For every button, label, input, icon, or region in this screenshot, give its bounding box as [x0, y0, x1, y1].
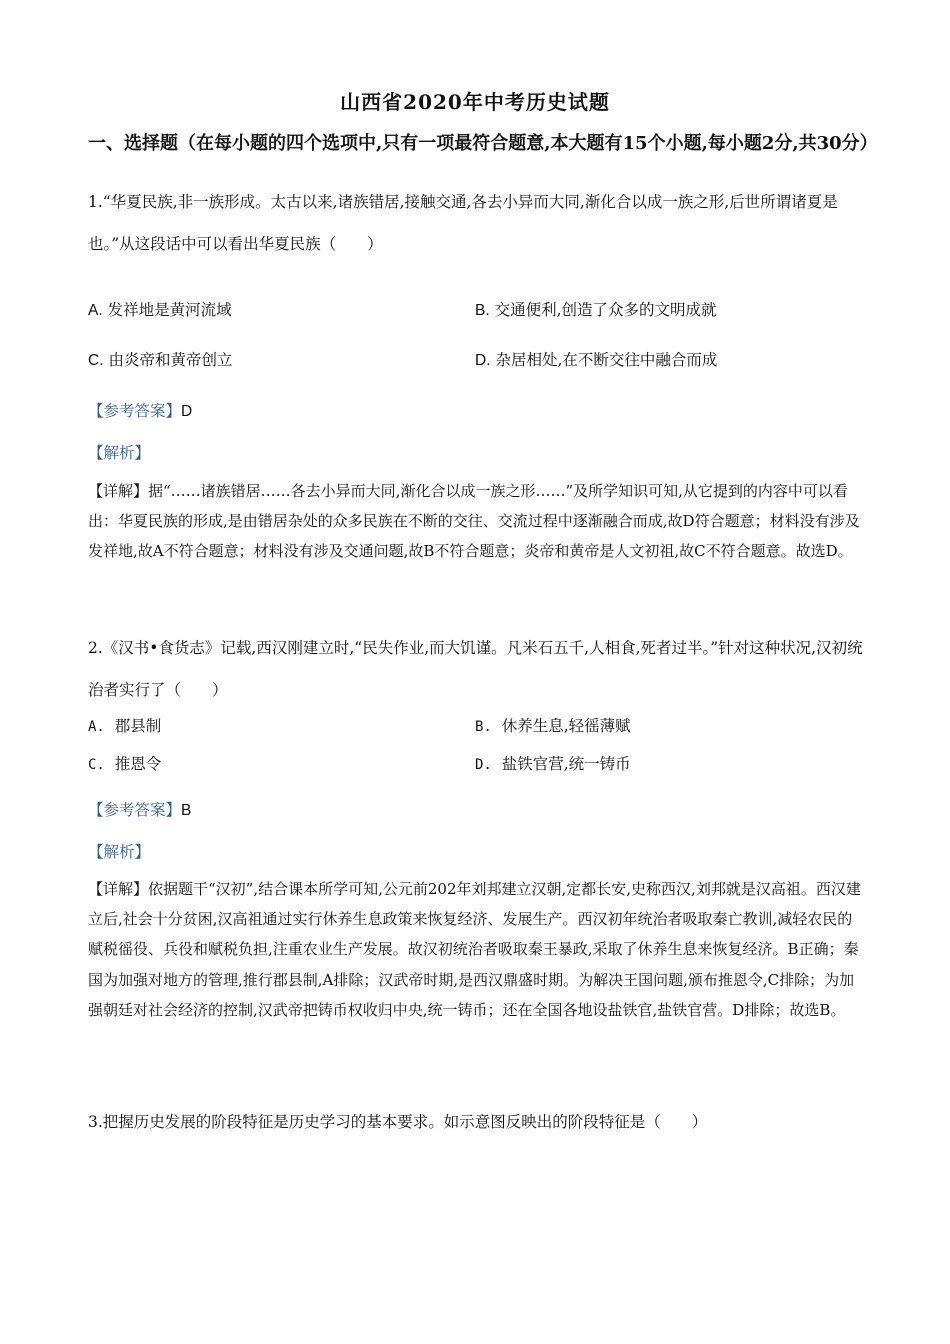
question-2-detail: 【详解】依据题干“汉初”,结合课本所学可知,公元前202年刘邦建立汉朝,定都长安,史称西汉,刘邦就是汉高祖。西汉建立后,社会十分贫困,汉高祖通过实行休养生息政策来恢复经济、发展生产。西汉初年统治者吸取秦亡教训,减轻农民的赋税徭役、兵役和赋税负担,注重农业生产发展。故汉初统治者吸取秦王暴政,采取了休养生息来恢复经济。B正确；秦国为加强对地方的管理,推行郡县制,A排除；汉武帝时期,是西汉鼎盛时期。为解决王国问题,颁布推恩令,C排除；为加强朝廷对社会经济的控制,汉武帝把铸币权收归中央,统一铸币；还在全国各地设盐铁官,盐铁官营。D排除；故选B。 — [88, 880, 861, 1019]
answer-label: 【参考答案】 — [88, 801, 182, 819]
question-1-detail: 【详解】据“……诸族错居……各去小异而大同,渐化合以成一族之形……”及所学知识可知,从它提到的内容中可以看出：华夏民族的形成,是由错居杂处的众多民族在不断的交往、交流过程中逐渐融合而成,故D符合题意；材料没有涉及发祥地,故A不符合题意；材料没有涉及交通问题,故B不符合题意；炎帝和黄帝是人文初祖,故C不符合题意。故选D。 — [88, 482, 860, 561]
question-1-option-d: D. 杂居相处,在不断交往中融合而成 — [475, 351, 718, 369]
question-2-option-b: B. 休养生息,轻徭薄赋 — [475, 717, 631, 735]
question-1-option-a: A. 发祥地是黄河流域 — [88, 301, 232, 319]
page-title: 山西省2020年中考历史试题 — [340, 90, 610, 114]
question-1-answer — [88, 396, 863, 427]
answer-value: B — [181, 802, 192, 819]
question-2-stem: 2.《汉书•食货志》记载,西汉刚建立时,“民失作业,而大饥谨。凡米石五千,人相食,死者过半。”针对这种状况,汉初统治者实行了（ ） — [88, 639, 863, 699]
question-2-analysis-label: 【解析】 — [88, 843, 151, 861]
question-1-stem: 1.“华夏民族,非一族形成。太古以来,诸族错居,接触交通,各去小异而大同,渐化合以成一族之形,后世所谓诸夏是也。”从这段话中可以看出华夏民族（ ） — [88, 193, 838, 253]
question-1-option-b: B. 交通便利,创造了众多的文明成就 — [475, 301, 717, 319]
question-2-option-a: A. 郡县制 — [88, 717, 162, 735]
question-3-stem: 3.把握历史发展的阶段特征是历史学习的基本要求。如示意图反映出的阶段特征是（ ） — [88, 1113, 708, 1131]
detail-label: 【详解】 — [88, 482, 149, 500]
question-1-option-c: C. 由炎帝和黄帝创立 — [88, 351, 233, 369]
answer-value: D — [181, 403, 193, 420]
question-2-option-d: D. 盐铁官营,统一铸币 — [475, 755, 631, 773]
question-1-analysis-label: 【解析】 — [88, 444, 151, 462]
answer-label: 【参考答案】 — [88, 402, 182, 420]
question-2-answer — [88, 795, 863, 826]
section-heading: 一、选择题（在每小题的四个选项中,只有一项最符合题意,本大题有15个小题,每小题2分,共30分） — [88, 133, 878, 154]
detail-label: 【详解】 — [88, 880, 149, 898]
question-2-option-c: C. 推恩令 — [88, 755, 162, 773]
